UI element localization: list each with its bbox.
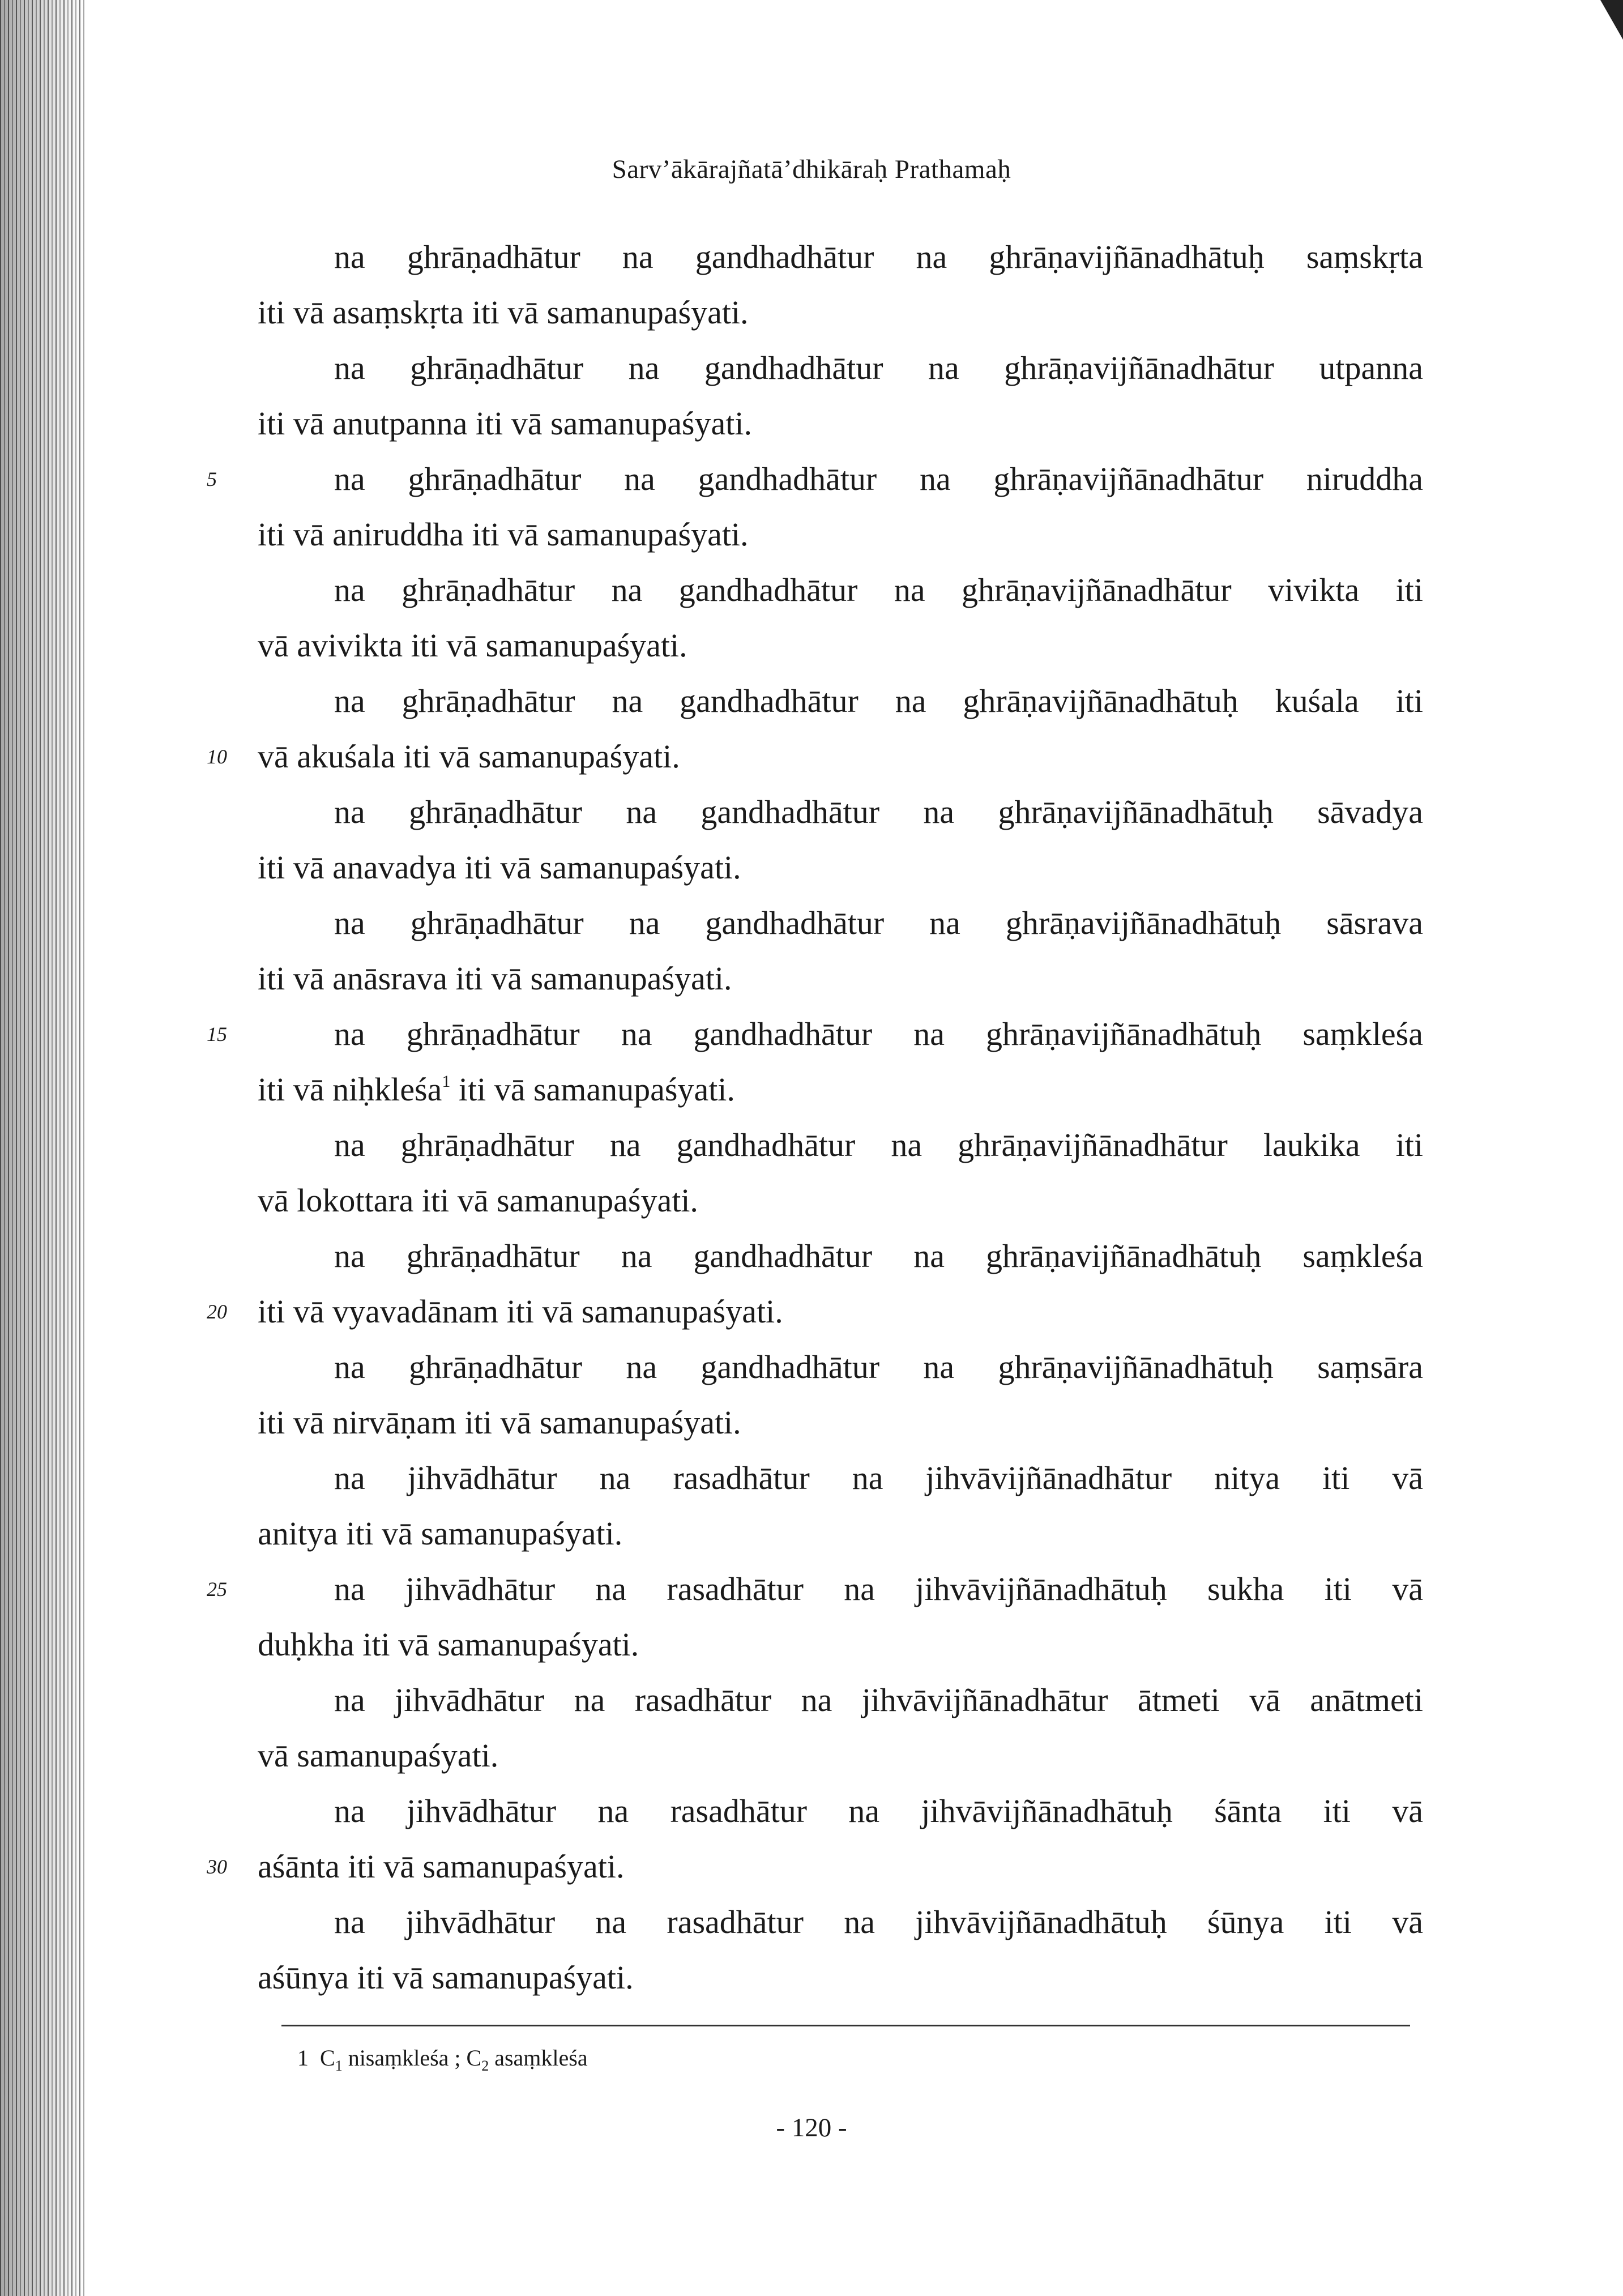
paragraph-3-line-1 <box>207 451 1423 507</box>
paragraph-9-line-1: na ghrāṇadhātur na gandhadhātur na ghrāṇavijñānadhātur laukika iti <box>334 1126 1423 1163</box>
paragraph-14-line-1: na jihvādhātur na rasadhātur na jihvāvijñānadhātur ātmeti vā anātmeti <box>334 1682 1423 1718</box>
footnote <box>297 2045 588 2075</box>
paragraph-1-line-2-text: iti vā asaṃskṛta iti vā samanupaśyati. <box>258 294 749 331</box>
paragraph-2-line-2-text: iti vā anutpanna iti vā samanupaśyati. <box>258 405 752 442</box>
paragraph-11-line-1: na ghrāṇadhātur na gandhadhātur na ghrāṇavijñānadhātuḥ saṃsāra <box>334 1348 1423 1385</box>
paragraph-5-line-1: na ghrāṇadhātur na gandhadhātur na ghrāṇavijñānadhātuḥ kuśala iti <box>334 682 1423 719</box>
paragraph-16-line-1: na jihvādhātur na rasadhātur na jihvāvijñānadhātuḥ śūnya iti vā <box>334 1904 1423 1940</box>
paragraph-8-line-2 <box>258 1062 1423 1117</box>
paragraph-11-line-2 <box>258 1395 1423 1450</box>
paragraph-16-line-2-text: aśūnya iti vā samanupaśyati. <box>258 1959 634 1996</box>
paragraph-15-line-2 <box>207 1839 1423 1894</box>
page-number: - 120 - <box>776 2113 847 2143</box>
paragraph-7-line-1: na ghrāṇadhātur na gandhadhātur na ghrāṇavijñānadhātuḥ sāsrava <box>334 904 1423 941</box>
footnote-c2: C <box>466 2045 482 2071</box>
paragraph-12-line-2 <box>258 1506 1423 1561</box>
paragraph-14-line-2 <box>258 1728 1423 1783</box>
paragraph-14-line-2-text: vā samanupaśyati. <box>258 1737 499 1774</box>
paragraph-8-line-2-text-b: iti vā samanupaśyati. <box>450 1071 735 1108</box>
footnote-reference[interactable]: 1 <box>442 1072 451 1091</box>
paragraph-4-line-1: na ghrāṇadhātur na gandhadhātur na ghrāṇavijñānadhātur vivikta iti <box>334 571 1423 608</box>
paragraph-5-line-2-text: vā akuśala iti vā samanupaśyati. <box>258 738 680 775</box>
paragraph-11-line-2-text: iti vā nirvāṇam iti vā samanupaśyati. <box>258 1404 741 1441</box>
book-binding-shadow <box>0 0 85 2296</box>
footnote-c2-sub: 2 <box>481 2058 489 2074</box>
paragraph-8-line-1-text: na ghrāṇadhātur na gandhadhātur na ghrāṇavijñānadhātuḥ saṃkleśa <box>334 1015 1423 1052</box>
line-number: 25 <box>207 1578 227 1601</box>
footnote-number: 1 <box>297 2045 309 2071</box>
paragraph-3-line-2 <box>258 507 1423 562</box>
paragraph-2-line-1: na ghrāṇadhātur na gandhadhātur na ghrāṇavijñānadhātur utpanna <box>334 349 1423 386</box>
paragraph-4-line-2 <box>258 618 1423 673</box>
line-number: 10 <box>207 745 227 768</box>
paragraph-4-line-2-text: vā avivikta iti vā samanupaśyati. <box>258 627 687 664</box>
scan-corner-mark <box>1600 0 1623 40</box>
line-number: 20 <box>207 1300 227 1323</box>
paragraph-6-line-1: na ghrāṇadhātur na gandhadhātur na ghrāṇavijñānadhātuḥ sāvadya <box>334 793 1423 830</box>
paragraph-8-line-1 <box>207 1006 1423 1062</box>
running-head: Sarv’ākārajñatā’dhikāraḥ Prathamaḥ <box>612 155 1011 184</box>
paragraph-2-line-2 <box>258 396 1423 451</box>
paragraph-6-line-2-text: iti vā anavadya iti vā samanupaśyati. <box>258 849 741 886</box>
paragraph-10-line-2-text: iti vā vyavadānam iti vā samanupaśyati. <box>258 1293 783 1330</box>
paragraph-12-line-2-text: anitya iti vā samanupaśyati. <box>258 1515 623 1552</box>
footnote-c2-text: asaṃkleśa <box>489 2045 588 2071</box>
paragraph-13-line-2-text: duḥkha iti vā samanupaśyati. <box>258 1626 639 1663</box>
line-number: 30 <box>207 1855 227 1878</box>
paragraph-7-line-2-text: iti vā anāsrava iti vā samanupaśyati. <box>258 960 732 997</box>
paragraph-10-line-2 <box>207 1284 1423 1339</box>
paragraph-12-line-1: na jihvādhātur na rasadhātur na jihvāvijñānadhātur nitya iti vā <box>334 1459 1423 1496</box>
paragraph-7-line-2 <box>258 951 1423 1006</box>
paragraph-9-line-2-text: vā lokottara iti vā samanupaśyati. <box>258 1182 698 1219</box>
paragraph-3-line-1-text: na ghrāṇadhātur na gandhadhātur na ghrāṇavijñānadhātur niruddha <box>334 460 1423 497</box>
paragraph-13-line-1 <box>207 1561 1423 1617</box>
footnote-c1-sub: 1 <box>335 2058 343 2074</box>
paragraph-3-line-2-text: iti vā aniruddha iti vā samanupaśyati. <box>258 516 749 553</box>
paragraph-15-line-1: na jihvādhātur na rasadhātur na jihvāvijñānadhātuḥ śānta iti vā <box>334 1793 1423 1829</box>
footnote-divider <box>281 2025 1410 2026</box>
paragraph-1-line-2 <box>258 285 1423 340</box>
paragraph-1-line-1: na ghrāṇadhātur na gandhadhātur na ghrāṇavijñānadhātuḥ saṃskṛta <box>334 238 1423 275</box>
paragraph-5-line-2 <box>207 729 1423 784</box>
main-text <box>207 229 1423 2005</box>
paragraph-13-line-2 <box>258 1617 1423 1672</box>
line-number: 5 <box>207 468 217 490</box>
paragraph-6-line-2 <box>258 840 1423 895</box>
paragraph-8-line-2-text-a: iti vā niḥkleśa <box>258 1071 442 1108</box>
paragraph-16-line-2 <box>258 1950 1423 2005</box>
paragraph-9-line-2 <box>258 1173 1423 1228</box>
line-number: 15 <box>207 1023 227 1045</box>
footnote-c1: C <box>320 2045 335 2071</box>
paragraph-15-line-2-text: aśānta iti vā samanupaśyati. <box>258 1848 625 1885</box>
paragraph-13-line-1-text: na jihvādhātur na rasadhātur na jihvāvijñānadhātuḥ sukha iti vā <box>334 1571 1423 1607</box>
paragraph-10-line-1: na ghrāṇadhātur na gandhadhātur na ghrāṇavijñānadhātuḥ saṃkleśa <box>334 1237 1423 1274</box>
footnote-c1-text: nisaṃkleśa ; <box>342 2045 467 2071</box>
